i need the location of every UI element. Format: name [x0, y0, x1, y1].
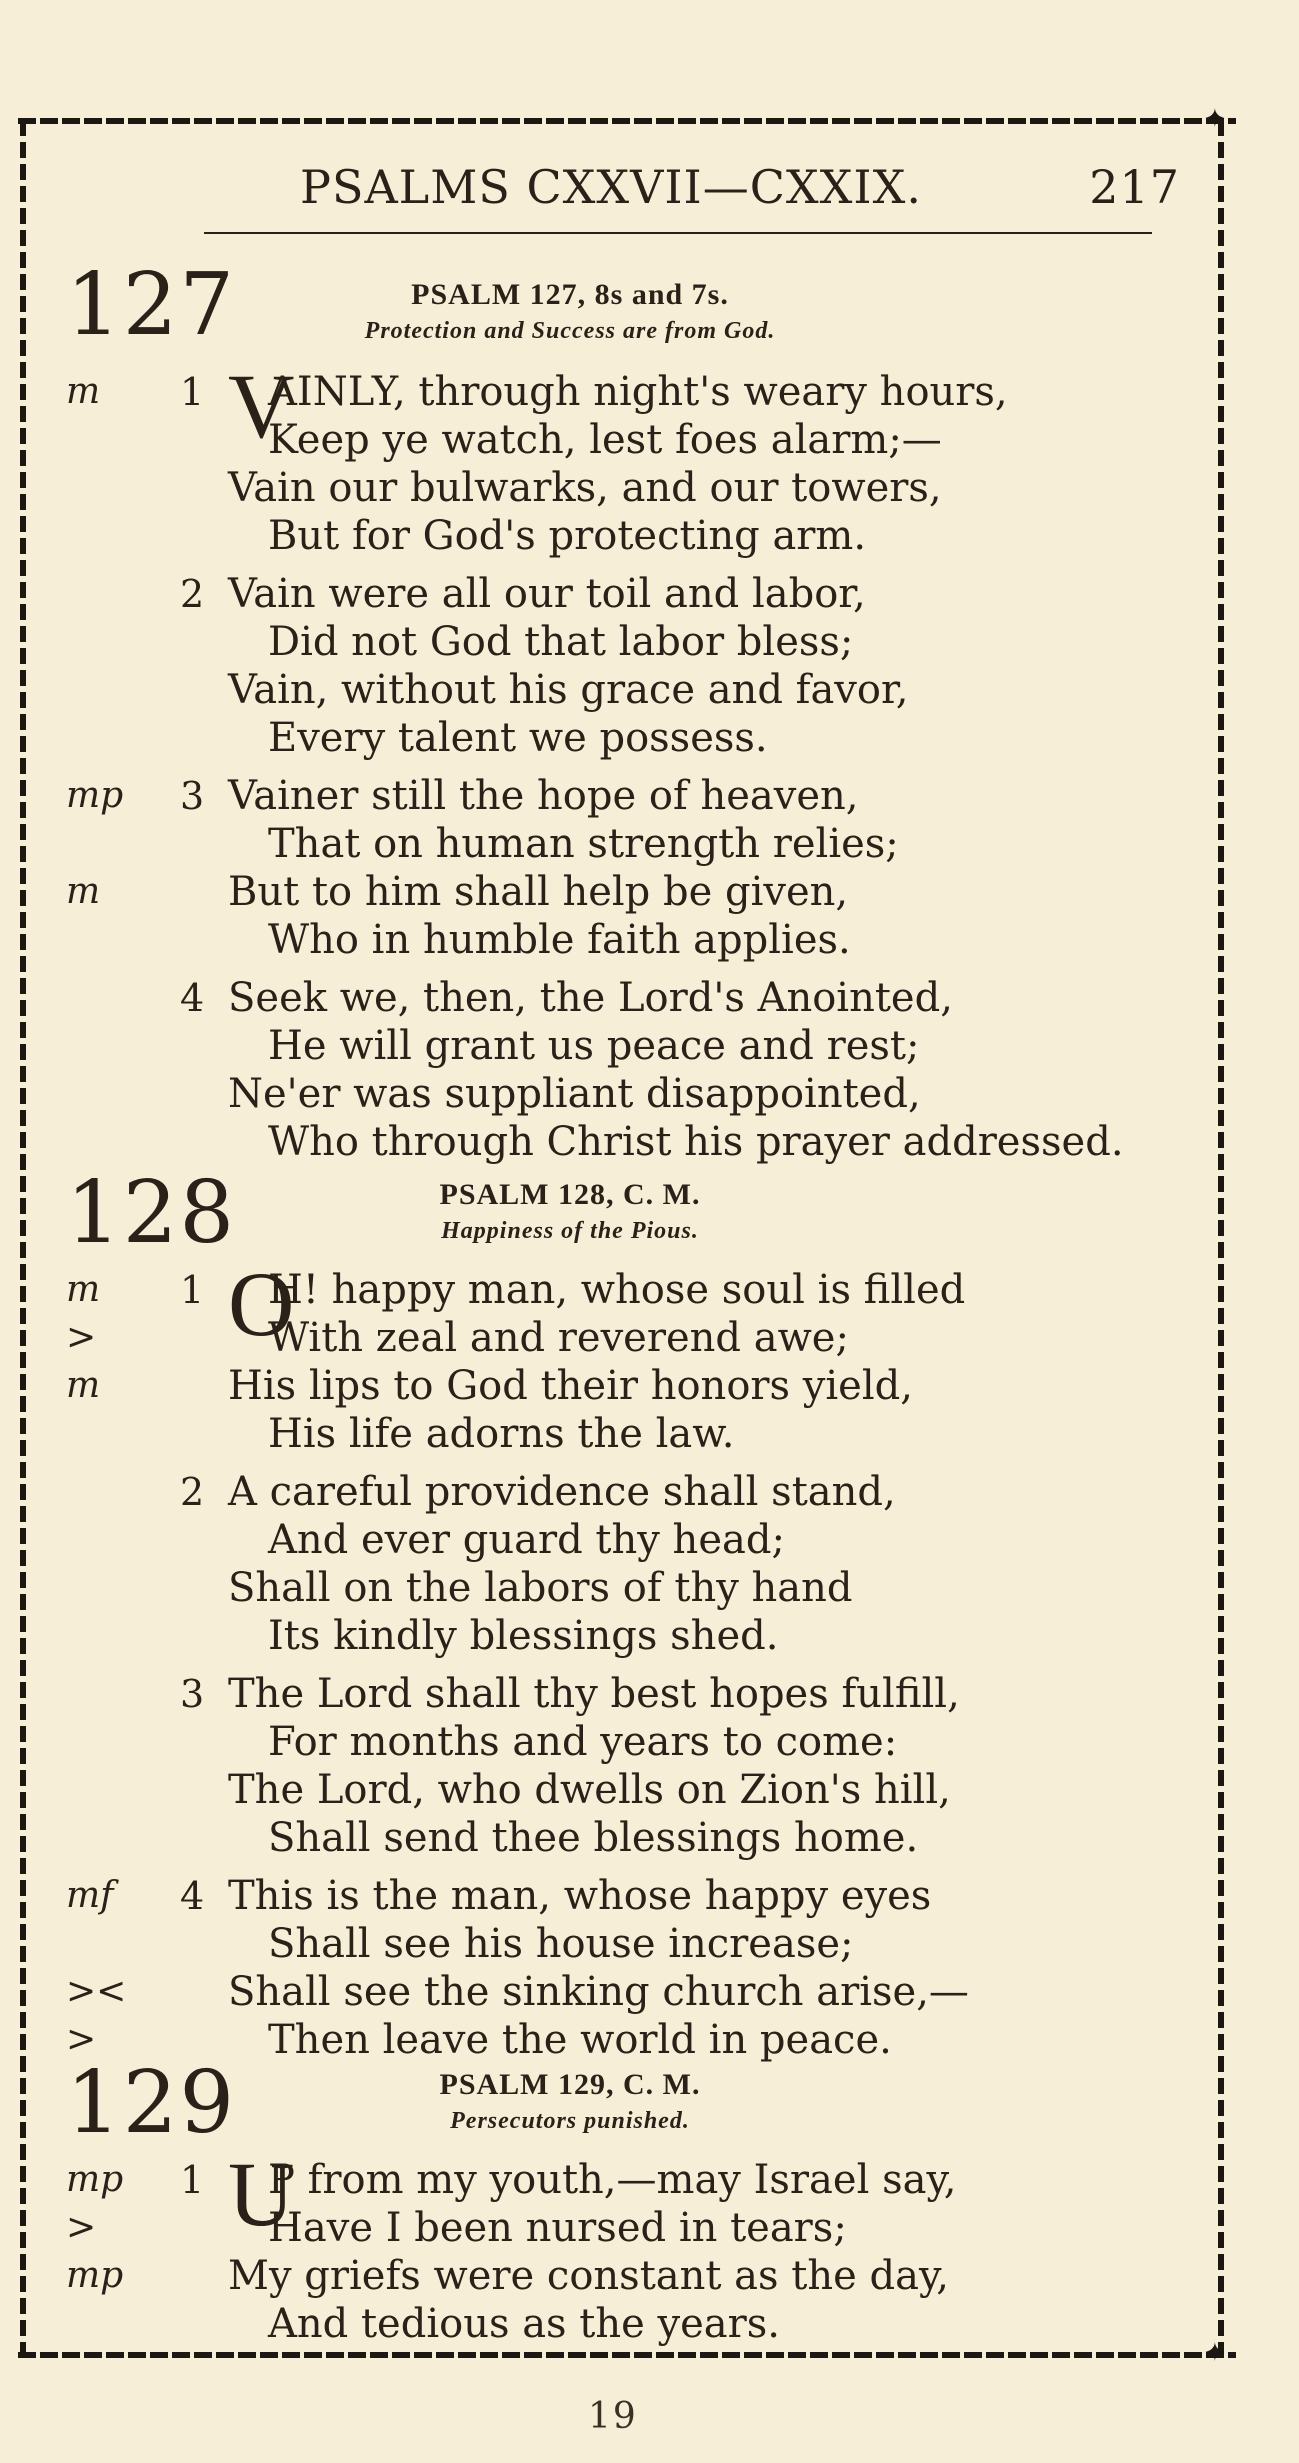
psalm-number: 127	[66, 255, 237, 355]
psalm-number: 128	[66, 1163, 237, 1263]
signature-mark: 19	[588, 2396, 638, 2437]
hymn-line: Have I been nursed in tears;	[268, 2205, 847, 2251]
running-title: PSALMS CXXVII—CXXIX.	[300, 160, 922, 214]
verse-number: 4	[180, 1874, 205, 1918]
hymn-line: Shall on the labors of thy hand	[228, 1565, 853, 1611]
drop-cap: O	[228, 1253, 295, 1355]
hymn-line: The Lord, who dwells on Zion's hill,	[228, 1767, 951, 1813]
hymn-line: Who through Christ his prayer addressed.	[268, 1119, 1124, 1165]
hymn-line: Every talent we possess.	[268, 715, 768, 761]
psalm-subtitle: Persecutors punished.	[450, 2108, 690, 2134]
hymn-line: Shall see his house increase;	[268, 1921, 854, 1967]
hymn-line: Ne'er was suppliant disappointed,	[228, 1071, 921, 1117]
ornamental-border-right	[1218, 120, 1224, 2356]
psalm-heading	[300, 1178, 840, 1245]
hymn-line: Its kindly blessings shed.	[268, 1613, 779, 1659]
hymn-line: Vain were all our toil and labor,	[228, 571, 866, 617]
hymn-line: This is the man, whose happy eyes	[228, 1873, 932, 1919]
psalm-title: PSALM 127, 8s and 7s.	[411, 278, 729, 311]
running-header	[300, 150, 1180, 220]
hymn-line: And tedious as the years.	[268, 2301, 780, 2347]
hymn-line: Seek we, then, the Lord's Anointed,	[228, 975, 953, 1021]
hymn-line: His life adorns the law.	[268, 1411, 735, 1457]
psalm-heading	[300, 278, 840, 345]
hymn-line: Vain our bulwarks, and our towers,	[228, 465, 942, 511]
dynamic-mark: m	[66, 1269, 101, 1310]
verse-number: 3	[180, 774, 205, 818]
verse-number: 2	[180, 572, 205, 616]
dynamic-mark: >	[66, 2207, 97, 2248]
hymn-line: That on human strength relies;	[268, 821, 899, 867]
hymn-line: But to him shall help be given,	[228, 869, 849, 915]
verse-number: 2	[180, 1470, 205, 1514]
verse-number: 1	[180, 1268, 205, 1312]
hymn-line: With zeal and reverend awe;	[268, 1315, 849, 1361]
dynamic-mark: mp	[66, 775, 124, 816]
hymn-line: For months and years to come:	[268, 1719, 898, 1765]
hymn-line: His lips to God their honors yield,	[228, 1363, 913, 1409]
psalm-subtitle: Protection and Success are from God.	[364, 318, 776, 344]
header-rule	[204, 232, 1152, 234]
verse-number: 1	[180, 370, 205, 414]
dynamic-mark: mp	[66, 2159, 124, 2200]
hymn-line: But for God's protecting arm.	[268, 513, 867, 559]
verse-number: 3	[180, 1672, 205, 1716]
ornamental-border-top	[18, 118, 1236, 124]
dynamic-mark: >	[66, 1317, 97, 1358]
verse-number: 1	[180, 2158, 205, 2202]
corner-ornament-icon: ✦	[1204, 2338, 1226, 2368]
psalm-title: PSALM 129, C. M.	[439, 2068, 701, 2101]
psalm-title: PSALM 128, C. M.	[439, 1178, 701, 1211]
hymn-line: Who in humble faith applies.	[268, 917, 851, 963]
psalm-subtitle: Happiness of the Pious.	[441, 1218, 699, 1244]
hymn-line: And ever guard thy head;	[268, 1517, 785, 1563]
hymn-line: Shall send thee blessings home.	[268, 1815, 919, 1861]
hymn-line: Keep ye watch, lest foes alarm;—	[268, 417, 942, 463]
page-number: 217	[1089, 160, 1180, 214]
dynamic-mark: m	[66, 371, 101, 412]
drop-cap: V	[228, 355, 295, 457]
hymn-line: My griefs were constant as the day,	[228, 2253, 949, 2299]
hymn-line: Then leave the world in peace.	[268, 2017, 892, 2063]
dynamic-mark: mp	[66, 2255, 124, 2296]
hymn-line: P from my youth,—may Israel say,	[268, 2157, 957, 2203]
psalm-heading	[300, 2068, 840, 2135]
dynamic-mark: m	[66, 871, 101, 912]
dynamic-mark: m	[66, 1365, 101, 1406]
dynamic-mark: >	[66, 2019, 97, 2060]
hymn-line: Vainer still the hope of heaven,	[228, 773, 859, 819]
ornamental-border-bottom	[18, 2352, 1236, 2358]
ornamental-border-left	[20, 120, 26, 2356]
psalm-number: 129	[66, 2053, 237, 2153]
hymn-line: Vain, without his grace and favor,	[228, 667, 909, 713]
hymn-line: A careful providence shall stand,	[228, 1469, 896, 1515]
hymn-line: H! happy man, whose soul is filled	[268, 1267, 966, 1313]
verse-number: 4	[180, 976, 205, 1020]
dynamic-mark: mf	[66, 1875, 114, 1916]
hymn-line: Shall see the sinking church arise,—	[228, 1969, 969, 2015]
corner-ornament-icon: ✦	[1204, 104, 1226, 134]
hymn-line: He will grant us peace and rest;	[268, 1023, 920, 1069]
hymn-line: Did not God that labor bless;	[268, 619, 854, 665]
hymn-line: The Lord shall thy best hopes fulfill,	[228, 1671, 960, 1717]
hymn-line: AINLY, through night's weary hours,	[268, 369, 1008, 415]
drop-cap: U	[228, 2143, 295, 2245]
dynamic-mark: ><	[66, 1971, 127, 2012]
